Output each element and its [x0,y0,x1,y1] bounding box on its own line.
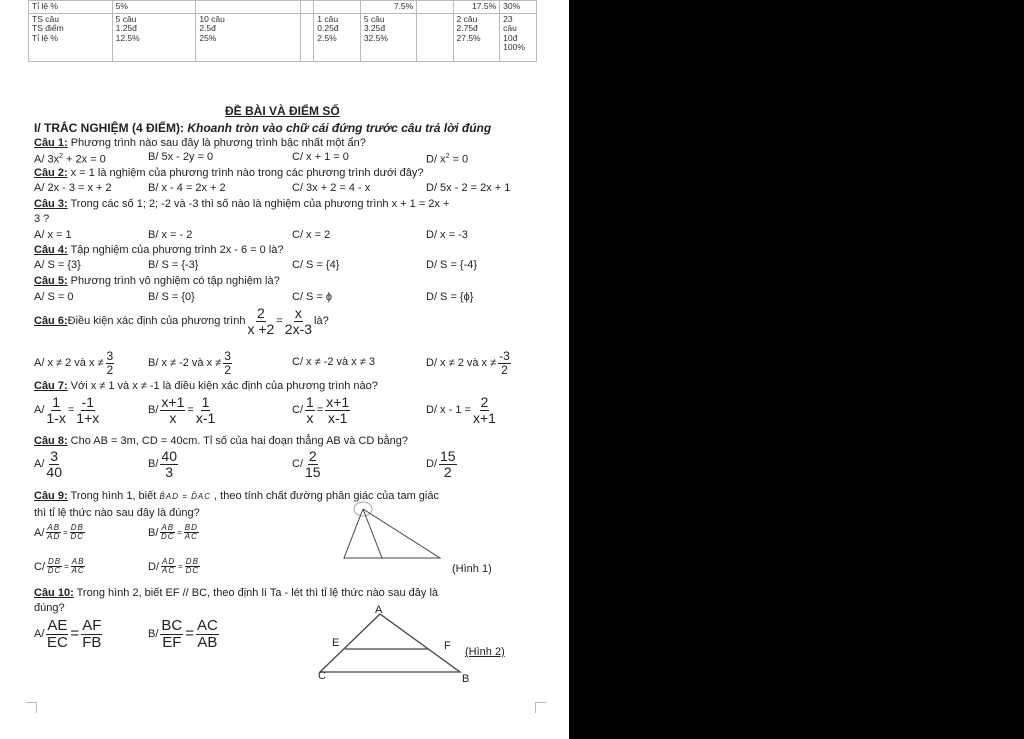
page-corner-mark [26,702,37,713]
denominator: 40 [46,463,62,480]
option-c: C/ 3x + 2 = 4 - x [292,182,371,194]
question-label: Câu 8: [34,435,68,447]
question-text: Trong hình 1, biết [67,490,157,502]
equals-sign: = [276,315,283,328]
numerator: AB [161,523,175,532]
option-d: D/ 5x - 2 = 2x + 1 [426,182,511,194]
table-cell: 5 câu 3.25đ 32.5% [360,13,416,61]
option-a [34,618,104,651]
option-c: C/ x ≠ -2 và x ≠ 3 [292,356,375,368]
fraction [46,618,68,651]
option-text: B/ [148,458,159,471]
option-d: D/ S = {ϕ} [426,291,474,303]
option-a: A/ 2x - 3 = x + 2 [34,182,112,194]
option-text: D/ x ≠ 2 và x ≠ [426,357,497,370]
fraction [160,618,183,651]
denominator: x +2 [247,320,275,337]
option-b [148,524,201,542]
option-c [292,395,352,425]
question-text-cont: thì tỉ lệ thức nào sau đây là đúng? [34,507,200,519]
numerator: -1 [81,394,94,410]
question-text: Trong các số 1; 2; -2 và -3 thì số nào là nghiệm của phương trình x + 1 = 2x + [67,198,450,210]
option-c: C/ x + 1 = 0 [292,151,349,163]
option-b: B/ x = - 2 [148,229,193,241]
question-text: Tập nghiệm của phương trình 2x - 6 = 0 là? [67,244,284,256]
question-text-cont: 3 ? [34,213,50,225]
numerator: 1 [306,394,314,410]
denominator: AC [162,566,176,576]
question-label: Câu 4: [34,244,68,256]
question-4 [34,244,284,256]
question-label: Câu 10: [34,587,74,599]
table-cell: 1 câu 0.25đ 2.5% [314,13,361,61]
fraction [196,395,215,425]
question-text: Với x ≠ 1 và x ≠ -1 là điều kiện xác định của phương trình nào? [67,380,378,392]
option-text: D/ x - 1 = [426,404,471,417]
fraction [46,395,65,425]
denominator: FB [82,633,102,651]
question-5 [34,275,280,287]
table-cell: 7.5% [360,1,416,14]
option-text: = 0 [449,153,469,166]
question-text-cont: đúng? [34,602,65,614]
fraction [160,395,185,425]
fraction [285,306,312,336]
fraction [47,558,62,576]
numerator: x+1 [326,394,350,410]
equals-sign: = [187,404,194,417]
numerator: DB [48,557,62,566]
fraction [185,558,200,576]
fraction [76,395,99,425]
table-cell [417,1,453,14]
score-matrix-table [28,0,537,62]
equals-sign: = [178,561,183,571]
numerator: DB [185,557,199,566]
denominator: AB [197,633,218,651]
fraction [81,618,102,651]
table-cell [314,1,361,14]
question-label: Câu 1: [34,137,68,149]
option-b: B/ S = {0} [148,291,195,303]
denominator: 2 [106,362,114,377]
numerator: DB [70,523,84,532]
fraction [70,524,85,542]
table-row [29,13,537,61]
option-c [34,558,87,576]
numerator: 3 [50,448,59,464]
option-text: B/ [148,526,159,539]
numerator: BD [184,523,198,532]
numerator: AE [47,617,68,634]
question-text: Phương trình vô nghiệm có tập nghiệm là? [67,275,280,287]
option-b: B/ x - 4 = 2x + 2 [148,182,226,194]
question-label: Câu 7: [34,380,68,392]
fraction [305,395,315,425]
question-text: Cho AB = 3m, CD = 40cm. Tỉ số của hai đoạn thẳng AB và CD bằng? [67,435,409,447]
denominator: x+1 [472,409,496,426]
denominator: AC [184,532,198,542]
question-label: Câu 3: [34,198,68,210]
numerator: BC [161,617,183,634]
option-text: C/ [34,560,45,573]
table-row [29,1,537,14]
exponent: 2 [445,153,450,160]
section-instruction: Khoanh tròn vào chữ cái đứng trước câu trả lời đúng [187,121,492,135]
question-label: Câu 5: [34,275,68,287]
equals-sign: = [67,404,75,417]
table-cell [196,1,301,14]
fraction [325,395,350,425]
numerator: x+1 [161,394,185,410]
point-label: C [318,670,326,682]
denominator: 2 [224,362,231,377]
numerator: 2 [308,448,317,464]
denominator: 1+x [76,409,100,426]
option-a [34,449,64,479]
fraction [498,350,511,376]
denominator: AC [71,566,85,576]
denominator: AD [47,532,61,542]
triangle-figure-1 [340,500,450,562]
option-b [148,618,221,651]
point-label: A [375,604,383,616]
table-cell: 2 câu 2.75đ 27.5% [453,13,500,61]
option-c [292,449,323,479]
denominator: EF [162,633,182,651]
fraction [305,449,321,479]
numerator: AB [47,523,61,532]
denominator: 2 [501,362,508,377]
denominator: 2 [443,463,452,480]
option-a: A/ S = {3} [34,259,81,271]
option-a [34,350,116,376]
option-c: C/ x = 2 [292,229,331,241]
figure-caption: (Hình 1) [452,563,492,575]
numerator: AB [71,557,85,566]
option-c: C/ S = {4} [292,259,340,271]
table-cell [417,13,453,61]
equals-sign: = [177,527,182,537]
point-label: E [332,637,340,649]
section-heading [34,121,491,135]
denominator: x [306,409,314,426]
question-6 [34,306,329,336]
fraction [223,350,232,376]
numerator: -3 [499,349,510,363]
equals-sign: = [70,625,80,643]
equals-sign: = [316,404,324,417]
table-cell: TS câu TS điểm Tỉ lệ % [29,13,113,61]
option-a: A/ S = 0 [34,291,74,303]
point-label: B [462,673,470,685]
option-text: D/ x [426,153,446,166]
option-a [34,524,87,542]
numerator: 1 [52,394,61,410]
question-1 [34,137,366,149]
option-d: D/ x = -3 [426,229,468,241]
option-text: A/ [34,458,45,471]
option-text: + 2x = 0 [62,153,106,166]
fraction [184,524,199,542]
question-text: Điều kiện xác định của phương trình [67,315,246,328]
table-cell [301,13,314,61]
fraction [247,306,274,336]
option-b [148,395,217,425]
numerator: AD [162,557,176,566]
option-d: D/ S = {-4} [426,259,478,271]
fraction [196,618,219,651]
denominator: DC [185,566,200,576]
question-label: Câu 6: [34,315,68,328]
numerator: 1 [201,394,210,410]
option-c: C/ S = ϕ [292,291,333,303]
denominator: 3 [165,463,174,480]
option-b [148,449,180,479]
option-b [148,350,234,376]
question-text: x = 1 là nghiệm của phương trình nào trong các phương trình dưới đây? [67,167,424,179]
denominator: x [169,409,177,426]
option-a: A/ x = 1 [34,229,72,241]
equals-sign: = [185,625,195,643]
page-title: ĐỀ BÀI VÀ ĐIỂM SỐ [225,104,340,118]
question-2 [34,167,424,179]
numerator: 40 [161,448,177,464]
option-a [34,151,106,166]
denominator: DC [70,532,85,542]
question-text: , theo tính chất đường phân giác của tam giác [210,490,439,502]
option-a [34,395,101,425]
section-prefix: I/ TRẮC NGHIỆM (4 ĐIỂM): [34,121,184,135]
question-text: là? [314,315,329,328]
option-d [426,350,513,376]
option-text: A/ [34,404,45,417]
fraction [161,558,176,576]
point-label: F [444,640,451,652]
denominator: DC [160,532,175,542]
figure-caption: (Hình 2) [465,646,505,658]
denominator: x-1 [327,409,348,426]
denominator: 15 [305,463,321,480]
table-cell: 10 câu 2.5đ 25% [196,13,301,61]
option-d [426,151,468,166]
table-cell: 17.5% [453,1,500,14]
option-d [426,449,459,479]
option-text: B/ [148,628,159,641]
question-label: Câu 2: [34,167,68,179]
table-cell: 5 câu 1.25đ 12.5% [112,13,196,61]
option-text: C/ [292,458,303,471]
numerator: 2 [257,305,265,321]
numerator: 15 [440,448,456,464]
fraction [473,395,496,425]
equals-sign: = [64,561,69,571]
denominator: DC [47,566,62,576]
question-text: Phương trình nào sau đây là phương trình bậc nhất một ẩn? [70,137,366,149]
table-cell: 23 câu 10đ 100% [500,13,537,61]
option-text: D/ [426,458,437,471]
page-corner-mark [535,702,546,713]
table-cell: Tỉ lệ % [29,1,113,14]
option-text: A/ [34,628,45,641]
option-d [426,395,498,425]
denominator: x-1 [195,409,216,426]
fraction [160,449,178,479]
option-text: C/ [292,404,303,417]
fraction [71,558,86,576]
denominator: EC [46,633,68,651]
option-text: D/ [148,560,159,573]
exponent: 2 [59,153,63,160]
fraction [46,449,62,479]
numerator: 2 [480,394,489,410]
question-7 [34,380,378,392]
denominator: 2x-3 [284,320,313,337]
option-text: A/ 3x [34,153,60,166]
option-b: B/ 5x - 2y = 0 [148,151,214,163]
fraction [439,449,457,479]
option-text: B/ x ≠ -2 và x ≠ [148,357,222,370]
question-label: Câu 9: [34,490,68,502]
numerator: AF [82,617,102,634]
question-8 [34,435,408,447]
question-3 [34,198,449,210]
table-cell [301,1,314,14]
numerator: x [294,305,302,321]
numerator: AC [197,617,218,634]
table-cell: 30% [500,1,537,14]
question-10 [34,587,438,599]
numerator: 3 [106,349,114,363]
fraction [106,350,115,376]
option-d [148,558,202,576]
option-b: B/ S = {-3} [148,259,199,271]
numerator: 3 [224,349,231,363]
fraction [160,524,175,542]
question-text: Trong hình 2, biết EF // BC, theo định lí Ta - lét thì tỉ lệ thức nào sau đây là [73,587,439,599]
angle-equation: B̂AD = D̂AC [156,492,211,501]
fraction [46,524,61,542]
option-text: A/ x ≠ 2 và x ≠ [34,357,104,370]
option-text: B/ [148,404,159,417]
denominator: 1-x [46,409,66,426]
table-cell: 5% [112,1,196,14]
equals-sign: = [63,527,68,537]
option-text: A/ [34,526,45,539]
